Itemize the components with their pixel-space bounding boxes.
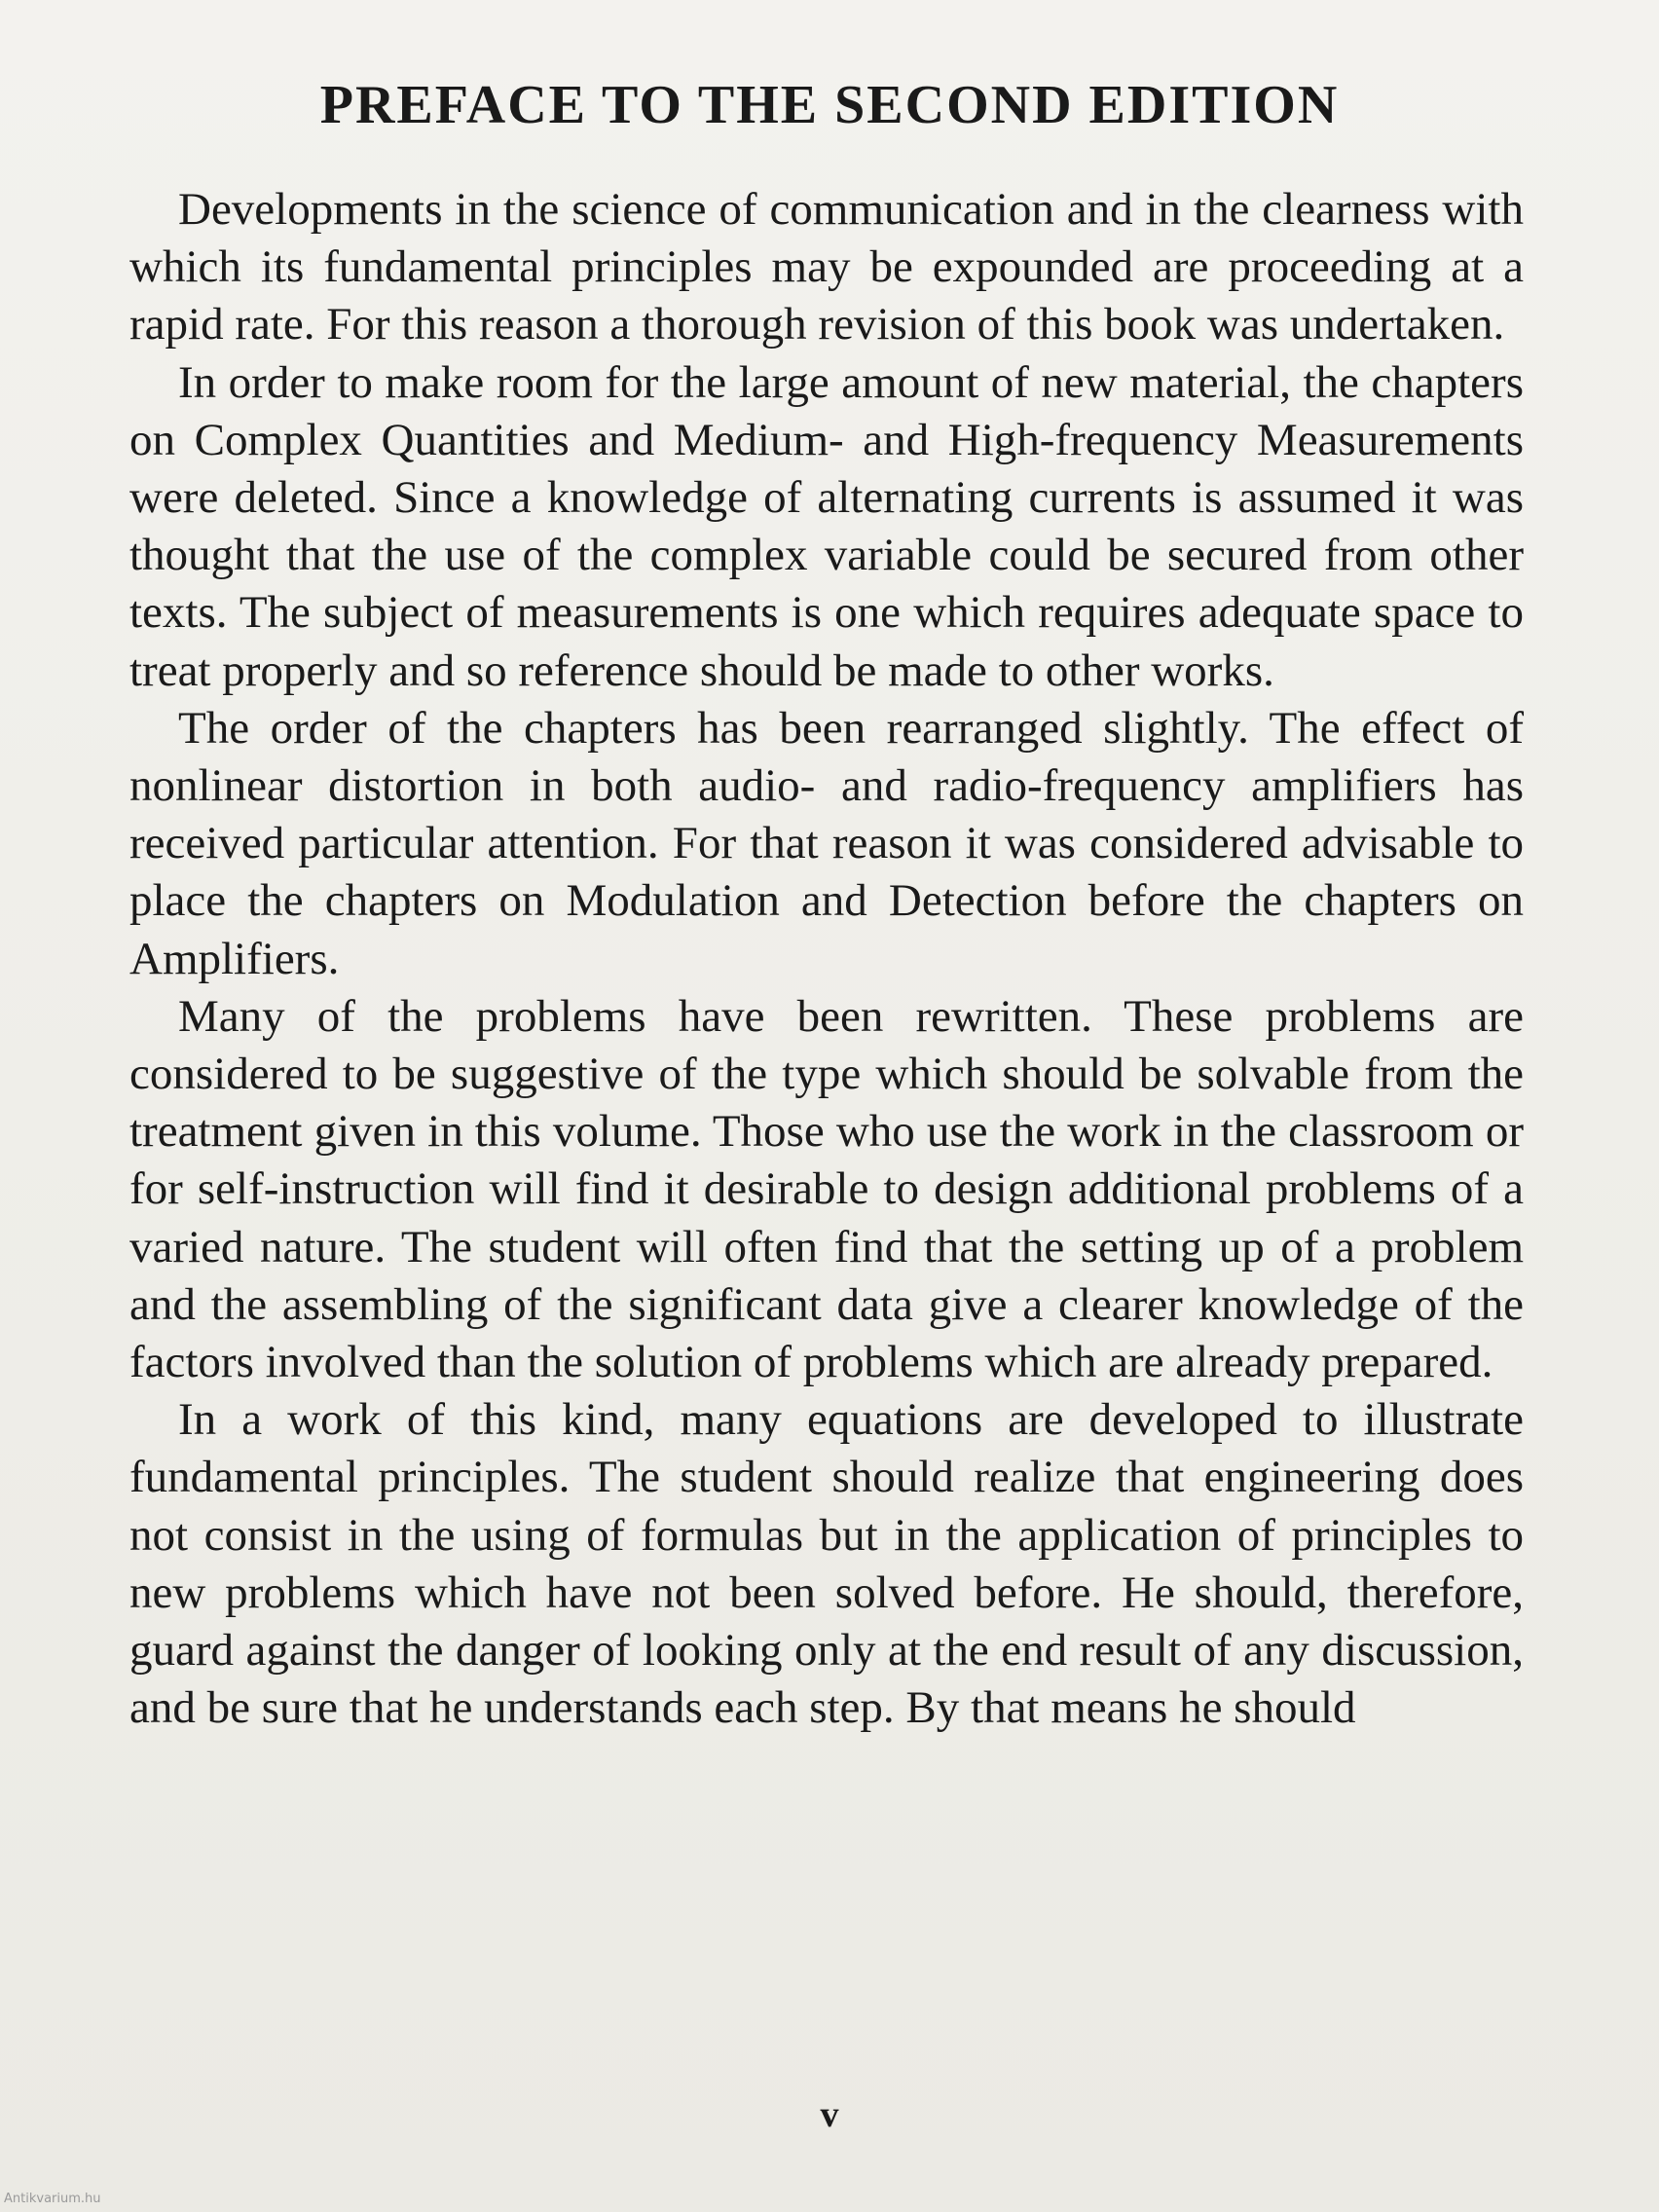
paragraph-2: In order to make room for the large amount of new material, the chapters on Complex Quantities and Medium- and High-frequency Measurements were deleted. Since a knowledge of alternating currents is assumed it was thought that the use of the complex variable could be secured from other texts. The subject of measurements is one which requires adequate space to treat properly and so reference should be made to other works. [129, 356, 1524, 696]
paragraph-5: In a work of this kind, many equations are developed to illustrate fundamental principles. The student should realize that engineering does not consist in the using of formulas but in the application of principles to new problems which have not been solved before. He should, therefore, guard against the danger of looking only at the end result of any discussion, and be sure that he understands each step. By that means he should [129, 1394, 1524, 1734]
paragraph-3: The order of the chapters has been rearranged slightly. The effect of nonlinear distortion in both audio- and radio-frequency amplifiers has received particular attention. For that reason it was considered advisable to place the chapters on Modulation and Detection before the chapters on Amplifiers. [129, 702, 1524, 984]
page-title: PREFACE TO THE SECOND EDITION [319, 75, 1340, 135]
page-number: v [820, 2094, 839, 2135]
paragraph-1: Developments in the science of communication and in the clearness with which its fundamental principles may be expounded are proceeding at a rapid rate. For this reason a thorough revision of this book was undertaken. [129, 184, 1524, 350]
paragraph-4: Many of the problems have been rewritten. These problems are considered to be suggestive of the type which should be solvable from the treatment given in this volume. Those who use the work in the classroom or for self-instruction will find it desirable to design additional problems of a varied nature. The student will often find that the setting up of a problem and the assembling of the significant data give a clearer knowledge of the factors involved than the solution of problems which are already prepared. [129, 990, 1524, 1388]
watermark: Antikvarium.hu [4, 2192, 101, 2206]
preface-body [129, 181, 1524, 1737]
